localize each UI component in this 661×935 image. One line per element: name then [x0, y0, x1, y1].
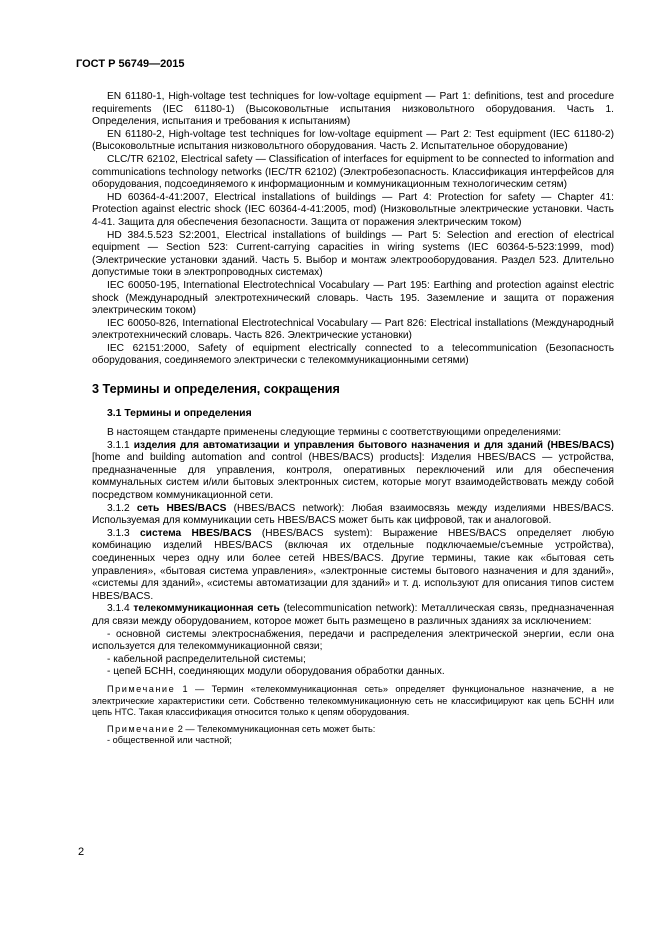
note-list-item: - общественной или частной; [107, 735, 232, 746]
note-label: Примечание [107, 683, 176, 694]
normative-references [92, 91, 614, 368]
subsection-heading: 3.1 Термины и определения [107, 408, 252, 420]
list-item: - основной системы электроснабжения, передачи и распределения электрической энергии, если она используется для телекоммуникационной связи; [92, 628, 614, 653]
term-3-1-4: 3.1.4 телекоммуникационная сеть (telecommunication network): Металлическая связь, предназначенная для связи между оборудованием, которое может быть размещено в различных зданиях за исключением: [92, 603, 614, 627]
reference-item: HD 384.5.523 S2:2001, Electrical installations of buildings — Part 5: Selection and erection of electrical equipment — Section 523: Current-carrying capacities in wiring systems (IEC 60364-5-523:1999, mod) (Электрические установки зданий. Часть 5. Выбор и монтаж электрооборудования. Раздел 523. Длительно допустимые токи в электропроводных системах) [92, 229, 614, 279]
note-text: 1 — Термин «телекоммуникационная сеть» определяет функциональное назначение, а не электрические характеристики сети. Собственно телекоммуникационную сеть не классифицируют как цепь БСНН или цепь НТС. Такая классификация относится только к цепям оборудования. [92, 683, 614, 718]
note-label: Примечание [107, 723, 176, 734]
section-heading: 3 Термины и определения, сокращения [92, 382, 340, 397]
term-definition: (telecommunication network): Металлическая связь, предназначенная для связи между оборудованием, которое может быть размещено в различных зданиях за исключением: [92, 603, 614, 627]
term-definition: (HBES/BACS network): Любая взаимосвязь между изделиями HBES/BACS. Используемая для коммуникации сеть HBES/BACS может быть как цифровой, так и аналоговой. [92, 502, 614, 527]
document-header: ГОСТ Р 56749—2015 [76, 58, 185, 70]
note-1 [92, 684, 614, 719]
reference-item: CLC/TR 62102, Electrical safety — Classification of interfaces for equipment to be connected to information and communications technology networks (IEC/TR 62102) (Электробезопасность. Классификация интерфейсов для оборудования, подсоединяемого к информационным и коммуникационным технологическим сетям) [92, 153, 614, 191]
term-title: изделия для автоматизации и управления бытового назначения и для зданий (HBES/BACS) [133, 439, 614, 451]
note-2 [92, 724, 614, 736]
term-title: телекоммуникационная сеть [133, 603, 280, 615]
term-3-1-1: 3.1.1 изделия для автоматизации и управления бытового назначения и для зданий (HBES/BACS) [home and building automation and control (HBES/BACS) products]: Изделия HBES/BACS — устройства, предназначенные для управления, контроля, оперативных переключений или для обеспечения коммунальных систем и/или бытовых электронных систем, которые могут взаимодействовать между собой посредством коммуникационной сети. [92, 439, 614, 502]
reference-item: IEC 60050-826, International Electrotechnical Vocabulary — Part 826: Electrical installations (Международный электротехнический словарь. Часть 826. Электрические установки) [92, 317, 614, 342]
reference-item: IEC 60050-195, International Electrotechnical Vocabulary — Part 195: Earthing and protection against electric shock (Международный электротехнический словарь. Часть 195. Заземление и защита от поражения электрическим током) [92, 279, 614, 317]
reference-item: EN 61180-1, High-voltage test techniques for low-voltage equipment — Part 1: definitions, test and procedure requirements (IEC 61180-1) (Высоковольтные испытания низковольтного оборудования. Часть 1. Определения, испытания и требования к испытаниям) [92, 91, 614, 128]
reference-item: HD 60364-4-41:2007, Electrical installations of buildings — Part 4: Protection for safety — Chapter 41: Protection against electric shock (IEC 60364-4-41:2005, mod) (Низковольтные электрические установки. Часть 4-41. Защита для обеспечения безопасности. Защита от поражения электрическим током) [92, 191, 614, 228]
page-number: 2 [78, 846, 85, 858]
list-item: - цепей БСНН, соединяющих модули оборудования обработки данных. [107, 666, 445, 678]
term-title: система HBES/BACS [140, 527, 252, 539]
term-title: сеть HBES/BACS [136, 502, 227, 514]
term-3-1-2: 3.1.2 сеть HBES/BACS (HBES/BACS network): Любая взаимосвязь между изделиями HBES/BACS. Используемая для коммуникации сеть HBES/BACS может быть как цифровой, так и аналоговой. [92, 502, 614, 527]
list-item: - кабельной распределительной системы; [107, 653, 306, 665]
reference-item: EN 61180-2, High-voltage test techniques for low-voltage equipment — Part 2: Test equipment (IEC 61180-2) (Высоковольтные испытания низковольтного оборудования. Часть 2. Испытательное оборудование) [92, 128, 614, 153]
term-definition: (HBES/BACS system): Выражение HBES/BACS определяет любую комбинацию изделий HBES/BACS (включая их отдельные подключаемые/съемные устройства), соединенных через одну или более сетей HBES/BACS. Другие термины, такие как «бытовая сеть управления», «бытовая система управления», «электронные системы бытового назначения и для зданий», «системы для зданий», «системы автоматизации для зданий» и т. д. используют для описания типов систем HBES/BACS. [92, 527, 614, 602]
term-definition: [home and building automation and control (HBES/BACS) products]: Изделия HBES/BACS — устройства, предназначенные для управления, контроля, оперативных переключений или для обеспечения коммунальных систем и/или бытовых электронных систем, которые могут взаимодействовать между собой посредством коммуникационной сети. [92, 452, 614, 502]
term-3-1-3: 3.1.3 система HBES/BACS (HBES/BACS system): Выражение HBES/BACS определяет любую комбинацию изделий HBES/BACS (включая их отдельные подключаемые/съемные устройства), соединенных через одну или более сетей HBES/BACS. Другие термины, такие как «бытовая сеть управления», «бытовая система управления», «электронные системы бытового назначения и для зданий», «системы для зданий», «системы автоматизации для зданий» и т. д. используют для описания типов систем HBES/BACS. [92, 527, 614, 602]
reference-item: IEC 62151:2000, Safety of equipment electrically connected to a telecommunication (Безопасность оборудования, соединяемого электрически с телекоммуникационными сетями) [92, 342, 614, 367]
intro-paragraph: В настоящем стандарте применены следующие термины с соответствующими определениями: [107, 427, 562, 439]
document-body [92, 91, 614, 747]
note-text: 2 — Телекоммуникационная сеть может быть: [175, 723, 376, 734]
